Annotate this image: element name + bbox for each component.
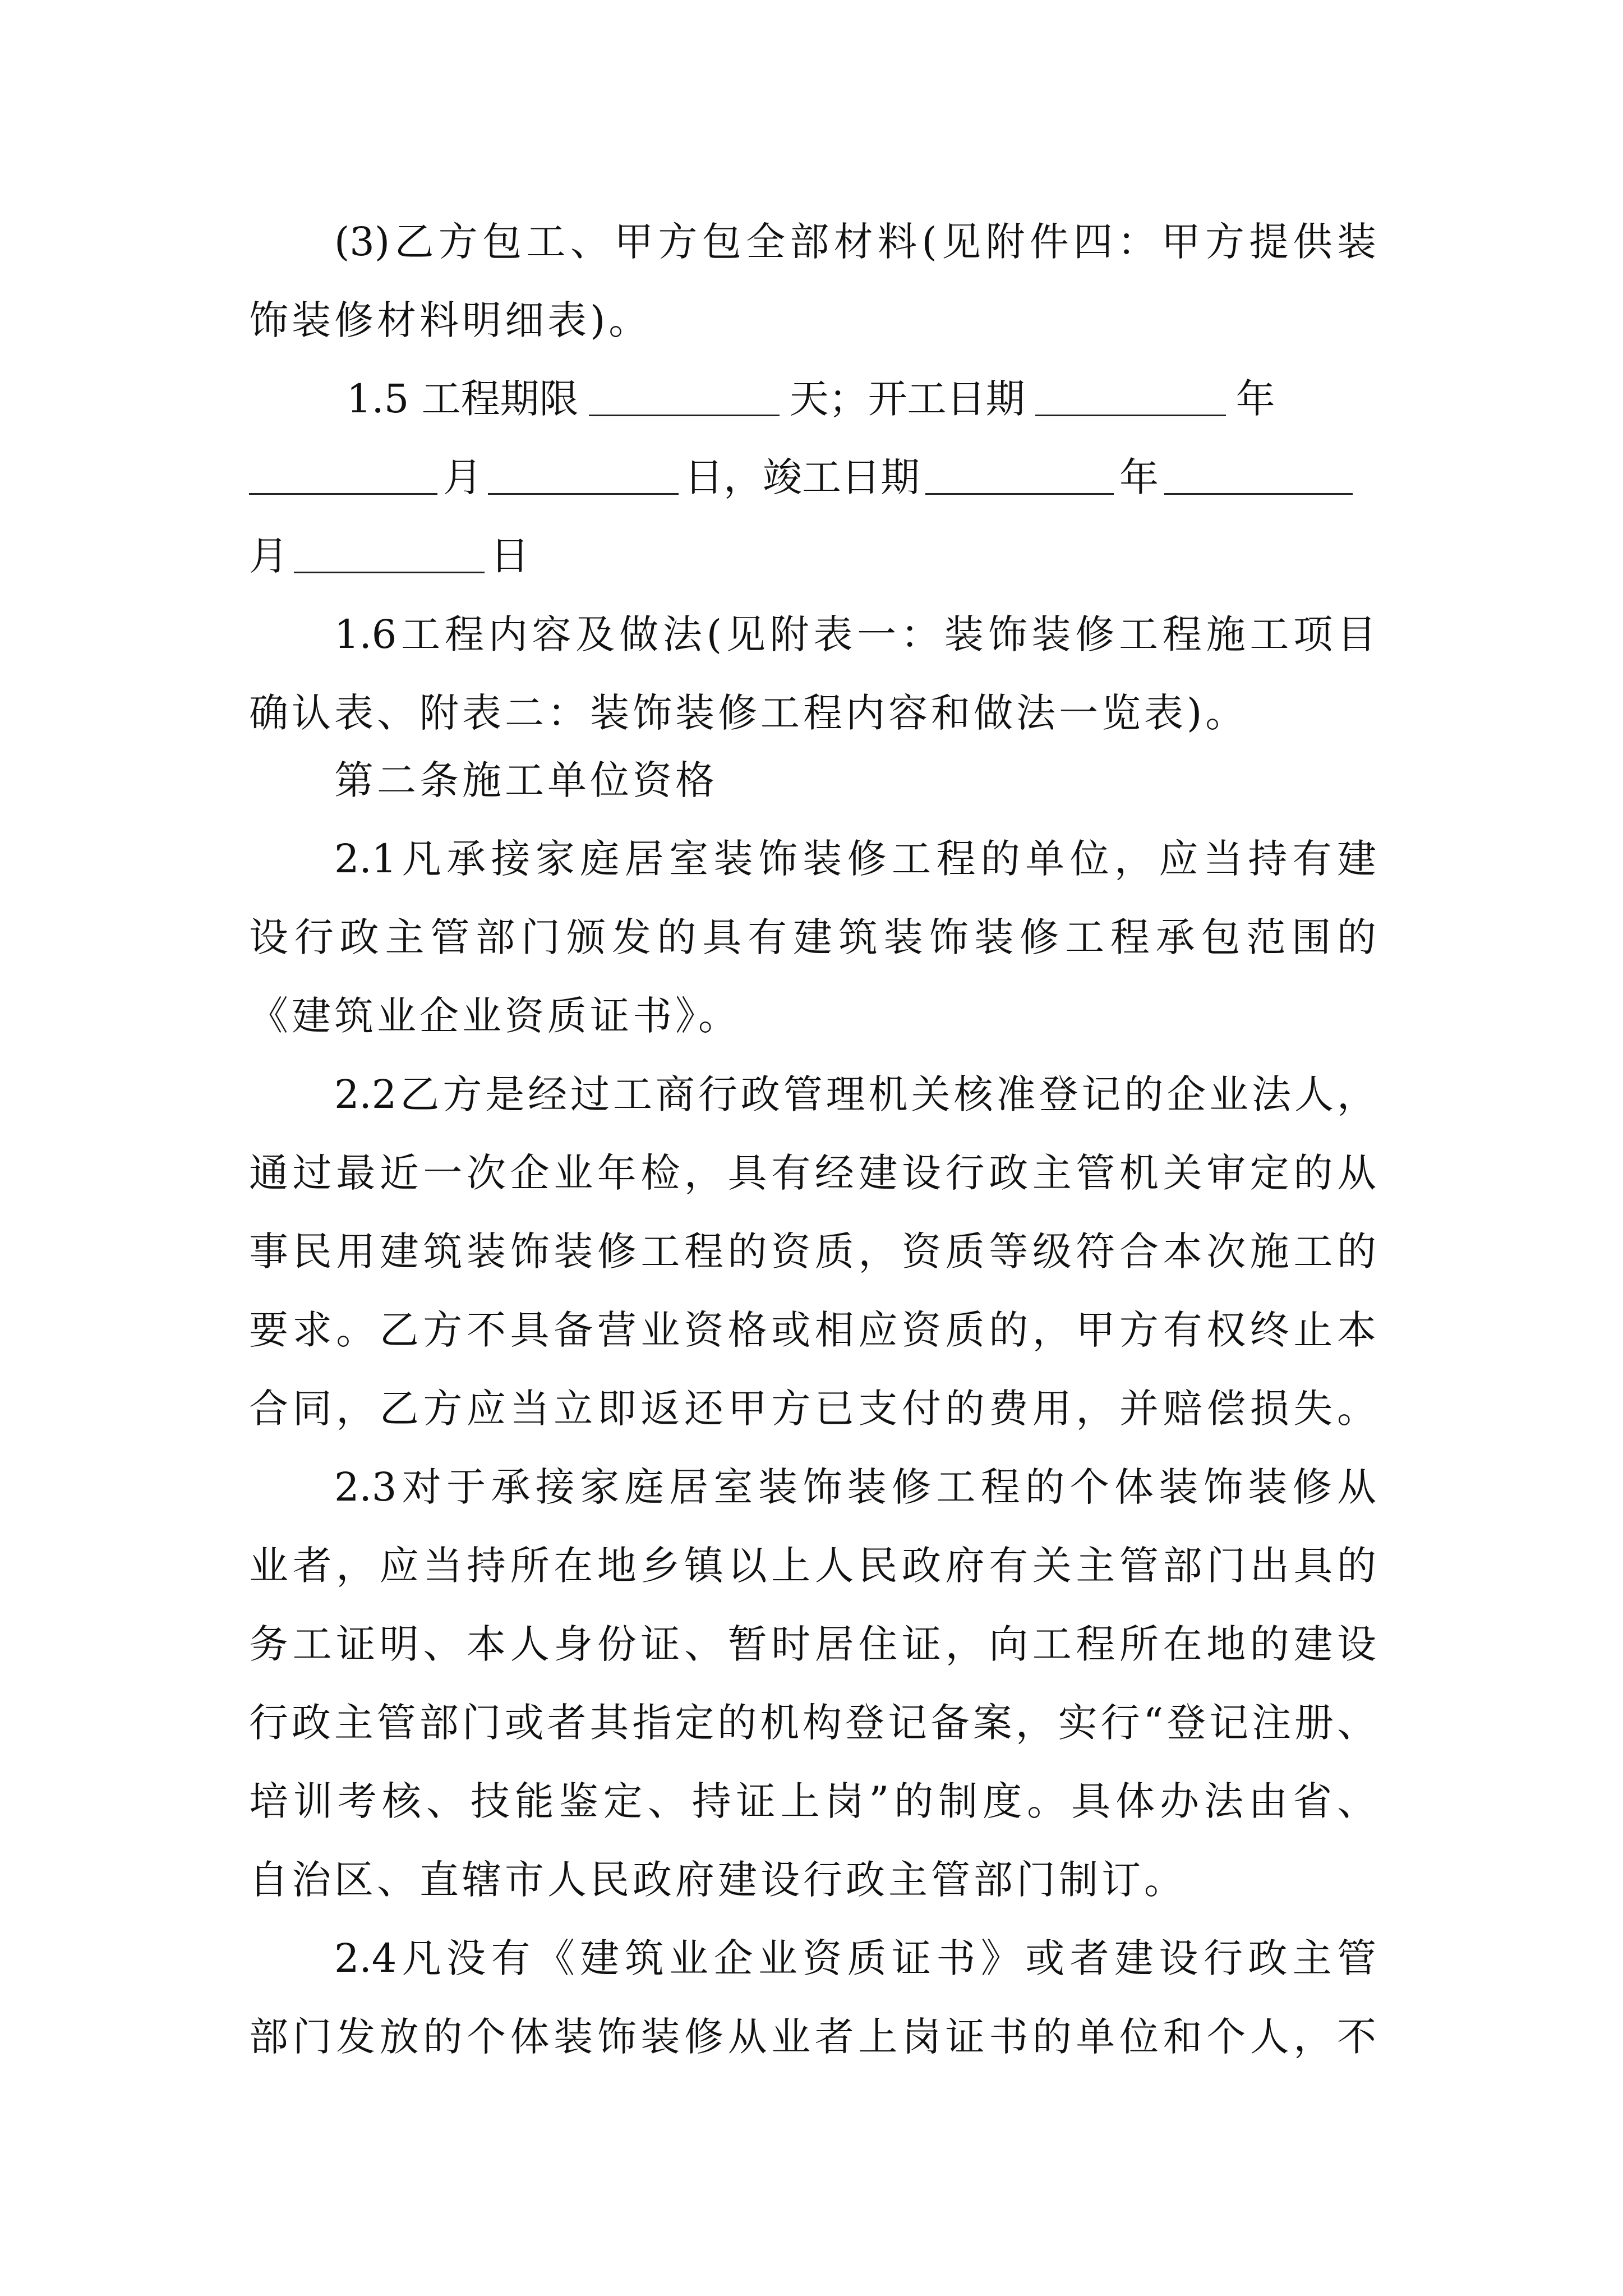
text-segment: 日，竣工日期	[684, 454, 920, 500]
blank-line	[249, 461, 437, 495]
blank-line	[925, 461, 1114, 495]
text-line: 自治区、直辖市人民政府建设行政主管部门制订。	[249, 1857, 1187, 1903]
blank-line	[294, 539, 485, 573]
text-segment: 月	[443, 454, 482, 500]
section-heading: 第二条施工单位资格	[334, 757, 718, 803]
date-fill-line	[249, 444, 1376, 511]
text-segment: 日	[490, 533, 529, 579]
text-segment: 年	[1119, 454, 1159, 500]
text-segment: 月	[249, 533, 288, 579]
blank-line	[589, 382, 780, 416]
blank-line	[1035, 382, 1226, 416]
text-line: 1.6工程内容及做法(见附表一：装饰装修工程施工项目	[334, 611, 1376, 657]
text-line: 事民用建筑装饰装修工程的资质，资质等级符合本次施工的	[249, 1228, 1376, 1274]
blank-line	[1164, 461, 1353, 495]
text-line: 《建筑业企业资质证书》。	[249, 993, 741, 1039]
text-line: 设行政主管部门颁发的具有建筑装饰装修工程承包范围的	[249, 914, 1376, 960]
text-line: 部门发放的个体装饰装修从业者上岗证书的单位和个人，不	[249, 2014, 1376, 2060]
text-line: 2.3对于承接家庭居室装饰装修工程的个体装饰装修从	[334, 1464, 1376, 1510]
date-fill-line	[347, 365, 1376, 432]
blank-line	[488, 461, 679, 495]
text-line: 行政主管部门或者其指定的机构登记备案，实行“登记注册、	[249, 1700, 1376, 1746]
date-fill-line	[249, 522, 1376, 590]
text-line: (3)乙方包工、甲方包全部材料(见附件四：甲方提供装	[334, 219, 1376, 265]
text-line: 通过最近一次企业年检，具有经建设行政主管机关审定的从	[249, 1150, 1376, 1196]
text-segment: 天；开工日期	[789, 376, 1025, 422]
text-line: 合同，乙方应当立即返还甲方已支付的费用，并赔偿损失。	[249, 1386, 1376, 1432]
text-segment: 年	[1235, 376, 1275, 422]
text-line: 饰装修材料明细表)。	[249, 297, 652, 343]
text-line: 2.2乙方是经过工商行政管理机关核准登记的企业法人，	[334, 1071, 1376, 1117]
text-line: 培训考核、技能鉴定、持证上岗”的制度。具体办法由省、	[249, 1778, 1376, 1824]
text-line: 务工证明、本人身份证、暂时居住证，向工程所在地的建设	[249, 1621, 1376, 1667]
text-line: 2.1凡承接家庭居室装饰装修工程的单位，应当持有建	[334, 836, 1376, 882]
text-segment: 1.5 工程期限	[347, 376, 579, 422]
text-line: 要求。乙方不具备营业资格或相应资质的，甲方有权终止本	[249, 1307, 1376, 1353]
text-line: 确认表、附表二：装饰装修工程内容和做法一览表)。	[249, 690, 1248, 736]
text-line: 业者，应当持所在地乡镇以上人民政府有关主管部门出具的	[249, 1543, 1376, 1589]
text-line: 2.4凡没有《建筑业企业资质证书》或者建设行政主管	[334, 1935, 1376, 1981]
